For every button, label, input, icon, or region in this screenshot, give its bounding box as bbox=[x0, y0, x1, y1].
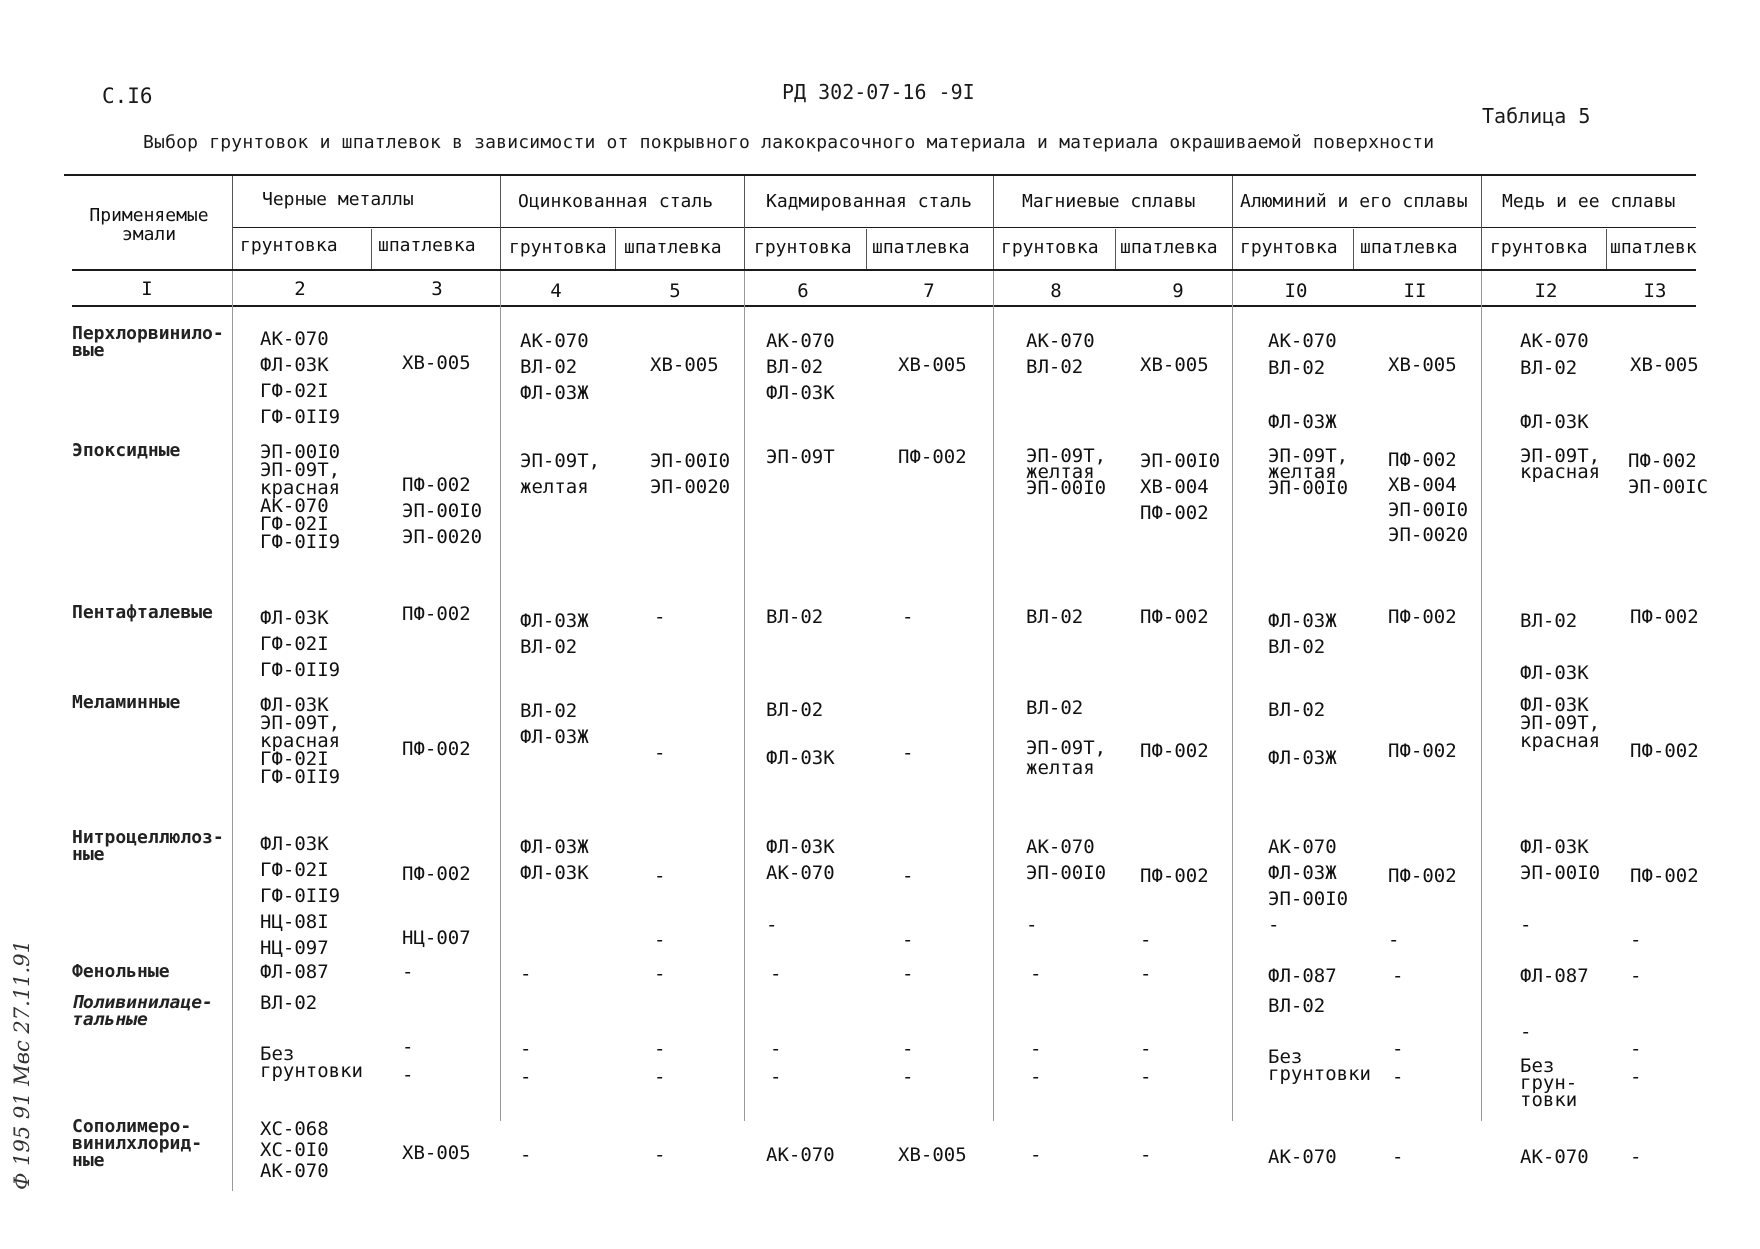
group-header-aluminium: Алюминий и его сплавы bbox=[1240, 191, 1468, 212]
row-label-polyvinyl-acetal: Поливинилаце- тальные bbox=[72, 992, 213, 1030]
table-cell: ХВ-005 bbox=[1140, 354, 1209, 376]
table-cell: ХВ-005 bbox=[1388, 354, 1457, 376]
enamels-header: Применяемые эмали bbox=[89, 205, 209, 245]
table-cell: ФЛ-03К ГФ-02І ГФ-0ІІ9 bbox=[260, 607, 341, 681]
body-column-separator bbox=[1481, 271, 1482, 1121]
table-top-rule bbox=[64, 174, 1696, 176]
table-cell: ФЛ-087 bbox=[1268, 965, 1337, 987]
table-cell: АК-070 ВЛ-02 ФЛ-03Ж bbox=[520, 330, 589, 404]
body-column-separator bbox=[744, 271, 745, 1121]
table-cell: ФЛ-03К ЭП-09Т, красная bbox=[1520, 694, 1601, 752]
column-number: 2 bbox=[294, 278, 306, 300]
table-cell: ХВ-005 bbox=[402, 352, 471, 374]
column-separator bbox=[744, 176, 745, 269]
group-header-cadmium-steel: Кадмированная сталь bbox=[766, 191, 972, 212]
group-header-rule bbox=[232, 227, 1696, 228]
subheader-primer: грунтовка bbox=[1001, 237, 1099, 258]
table-cell: ХВ-005 bbox=[1630, 354, 1699, 376]
table-cell: - bbox=[1630, 1146, 1642, 1168]
column-number: 8 bbox=[1050, 280, 1062, 302]
table-cell: ВЛ-02 ФЛ-03Ж bbox=[520, 700, 589, 748]
subheader-rule bbox=[72, 269, 1696, 271]
table-cell: ПФ-002 bbox=[1630, 740, 1699, 762]
column-separator bbox=[993, 176, 994, 269]
table-cell: АК-070 ВЛ-02 ФЛ-03Ж bbox=[1268, 330, 1337, 433]
column-separator bbox=[1606, 229, 1607, 269]
subheader-primer: грунтовка bbox=[509, 237, 607, 258]
column-separator bbox=[1232, 176, 1233, 269]
subheader-putty: шпатлевка bbox=[872, 237, 970, 258]
table-cell: - - bbox=[654, 865, 666, 951]
table-cell: - bbox=[402, 961, 414, 983]
column-number: II bbox=[1403, 280, 1427, 302]
table-cell: ФЛ-03Ж ВЛ-02 bbox=[520, 610, 589, 658]
table-cell: ФЛ-03К ЭП-00І0 - bbox=[1520, 836, 1601, 936]
column-number: 6 bbox=[797, 280, 809, 302]
table-cell: - bbox=[520, 1144, 532, 1166]
table-cell: ВЛ-02 ФЛ-03К bbox=[766, 699, 835, 769]
group-header-copper: Медь и ее сплавы bbox=[1502, 191, 1676, 212]
table-cell: - bbox=[654, 742, 666, 764]
table-cell: ЭП-09Т, желтая ЭП-00І0 bbox=[1026, 445, 1107, 499]
subheader-putty: шпатлевка bbox=[1360, 237, 1458, 258]
table-cell: ХВ-005 bbox=[898, 1144, 967, 1166]
table-cell: ПФ-002 НЦ-007 bbox=[402, 863, 471, 949]
table-cell: ХВ-005 bbox=[402, 1142, 471, 1164]
table-cell: ПФ-002 bbox=[1388, 740, 1457, 762]
table-cell: АК-070 ФЛ-03Ж ЭП-00І0 - bbox=[1268, 836, 1349, 936]
table-cell: ЭП-00І0 ЭП-0020 bbox=[650, 450, 731, 498]
table-cell: ЭП-09Т, красная bbox=[1520, 445, 1601, 483]
subheader-primer: грунтовка bbox=[754, 237, 852, 258]
table-cell: ФЛ-03Ж ВЛ-02 bbox=[1268, 610, 1337, 658]
column-number: I3 bbox=[1643, 280, 1667, 302]
subheader-putty: шпатлевка bbox=[1120, 237, 1218, 258]
number-row-rule bbox=[72, 305, 1696, 307]
column-separator bbox=[500, 176, 501, 269]
table-cell: АК-070 ВЛ-02 bbox=[1026, 330, 1095, 378]
table-cell: ЭП-00І0 ХВ-004 ПФ-002 bbox=[1140, 450, 1221, 524]
table-cell: ХС-068 ХС-0І0 АК-070 bbox=[260, 1118, 329, 1182]
table-cell: ЭП-09Т bbox=[766, 446, 835, 468]
handwritten-signature: Ф 195 91 Мвс 27.11.91 bbox=[10, 940, 34, 1190]
table-caption: Выбор грунтовок и шпатлевок в зависимости от покрывного лакокрасочного материала и материала окрашиваемой поверхности bbox=[143, 132, 1435, 153]
table-cell: - - bbox=[1392, 1038, 1404, 1088]
column-number: I0 bbox=[1284, 280, 1308, 302]
column-number: 5 bbox=[669, 280, 681, 302]
column-separator bbox=[1115, 229, 1116, 269]
table-cell: - bbox=[1392, 965, 1404, 987]
table-cell: - bbox=[654, 963, 666, 985]
table-cell: ПФ-002 - bbox=[1388, 865, 1457, 951]
row-label-nitrocellulose: Нитроцеллюлоз- ные bbox=[72, 827, 224, 865]
group-header-magnesium-alloys: Магниевые сплавы bbox=[1022, 191, 1196, 212]
table-cell: - bbox=[520, 963, 532, 985]
column-separator bbox=[232, 176, 233, 269]
page-number: С.І6 bbox=[102, 84, 153, 108]
table-cell: ВЛ-02 ЭП-09Т, желтая bbox=[1026, 697, 1107, 779]
table-cell: ПФ-002 bbox=[402, 603, 471, 625]
table-cell: ХВ-005 bbox=[650, 354, 719, 376]
body-column-separator bbox=[500, 271, 501, 1121]
table-cell: - bbox=[1140, 963, 1152, 985]
table-cell: - bbox=[1392, 1146, 1404, 1168]
row-label-epoxy: Эпоксидные bbox=[72, 440, 181, 461]
table-cell: - - bbox=[902, 865, 914, 951]
row-label-perchlorovinyl: Перхлорвинило- вые bbox=[72, 323, 224, 361]
table-cell: - - bbox=[654, 1038, 666, 1088]
table-cell: ПФ-002 - bbox=[1140, 865, 1209, 951]
table-cell: - bbox=[1030, 1144, 1042, 1166]
table-cell: - Без грун- товки bbox=[1520, 1021, 1578, 1111]
table-cell: - bbox=[1630, 965, 1642, 987]
table-cell: - - bbox=[902, 1038, 914, 1088]
row-label-copolymer-vinyl-chloride: Сополимеро- винилхлорид- ные bbox=[72, 1116, 203, 1171]
table-cell: АК-070 bbox=[1520, 1146, 1589, 1168]
table-cell: ПФ-002 - bbox=[1630, 865, 1699, 951]
table-cell: ПФ-002 bbox=[1140, 740, 1209, 762]
column-separator bbox=[1481, 176, 1482, 269]
table-cell: АК-070 ЭП-00І0 - bbox=[1026, 836, 1107, 936]
table-cell: ЭП-09Т, желтая ЭП-00І0 bbox=[1268, 445, 1349, 499]
column-number: I bbox=[141, 278, 153, 300]
table-cell: ЭП-09Т, желтая bbox=[520, 450, 601, 498]
subheader-putty: шпатлевк bbox=[1610, 237, 1697, 258]
table-cell: ВЛ-02 bbox=[766, 606, 824, 628]
table-number: Таблица 5 bbox=[1482, 104, 1591, 128]
table-cell: - bbox=[1140, 1144, 1152, 1166]
table-cell: ВЛ-02 Без грунтовки bbox=[260, 992, 363, 1082]
table-cell: ФЛ-087 bbox=[1520, 965, 1589, 987]
row-label-pentaphthalic: Пентафталевые bbox=[72, 602, 213, 623]
table-cell: - bbox=[902, 963, 914, 985]
table-cell: ЭП-00І0 ЭП-09Т, красная АК-070 ГФ-02І ГФ-0ІІ9 bbox=[260, 441, 341, 553]
table-cell: - bbox=[770, 963, 782, 985]
body-column-separator bbox=[232, 271, 233, 1191]
column-separator bbox=[1353, 229, 1354, 269]
table-cell: ФЛ-03К ГФ-02І ГФ-0ІІ9 НЦ-08І НЦ-097 bbox=[260, 833, 341, 959]
subheader-primer: грунтовка bbox=[240, 235, 338, 256]
table-cell: АК-070 ВЛ-02 ФЛ-03К bbox=[766, 330, 835, 404]
table-cell: - - bbox=[402, 1036, 414, 1086]
group-header-black-metals: Черные металлы bbox=[262, 189, 414, 210]
table-cell: - - bbox=[1630, 1038, 1642, 1088]
table-cell: - - bbox=[520, 1038, 532, 1088]
table-cell: ПФ-002 ЭП-00І0 ЭП-0020 bbox=[402, 474, 483, 548]
table-cell: ПФ-002 bbox=[1630, 606, 1699, 628]
table-cell: - - bbox=[770, 1038, 782, 1088]
table-cell: АК-070 ФЛ-03К ГФ-02І ГФ-0ІІ9 bbox=[260, 328, 341, 428]
body-column-separator bbox=[993, 271, 994, 1121]
subheader-putty: шпатлевка bbox=[378, 235, 476, 256]
table-cell: АК-070 bbox=[1268, 1146, 1337, 1168]
table-cell: - bbox=[654, 1144, 666, 1166]
body-column-separator bbox=[1232, 271, 1233, 1121]
table-cell: ФЛ-087 bbox=[260, 961, 329, 983]
table-cell: ВЛ-02 ФЛ-03К bbox=[1520, 610, 1589, 684]
table-cell: - bbox=[654, 606, 666, 628]
table-cell: - bbox=[902, 606, 914, 628]
table-cell: ВЛ-02 Без грунтовки bbox=[1268, 995, 1371, 1085]
table-cell: ПФ-002 bbox=[1140, 606, 1209, 628]
table-cell: ПФ-002 bbox=[402, 738, 471, 760]
column-number: 4 bbox=[550, 280, 562, 302]
column-number: I2 bbox=[1534, 280, 1558, 302]
table-cell: ВЛ-02 bbox=[1026, 606, 1084, 628]
row-label-phenolic: Фенольные bbox=[72, 961, 170, 982]
document-code: РД 302-07-16 -9І bbox=[782, 80, 975, 104]
table-cell: - - bbox=[1030, 1038, 1042, 1088]
table-cell: ПФ-002 bbox=[898, 446, 967, 468]
table-cell: ВЛ-02 ФЛ-03Ж bbox=[1268, 699, 1337, 769]
column-number: 9 bbox=[1172, 280, 1184, 302]
table-cell: ФЛ-03К ЭП-09Т, красная ГФ-02І ГФ-0ІІ9 bbox=[260, 694, 341, 788]
table-cell: ХВ-005 bbox=[898, 354, 967, 376]
subheader-primer: грунтовка bbox=[1240, 237, 1338, 258]
table-cell: - - bbox=[1140, 1038, 1152, 1088]
table-cell: - bbox=[902, 742, 914, 764]
table-cell: ПФ-002 ХВ-004 ЭП-00І0 ЭП-0020 bbox=[1388, 449, 1469, 546]
column-separator bbox=[371, 229, 372, 269]
table-cell: - bbox=[1030, 963, 1042, 985]
table-cell: ПФ-002 ЭП-00ІС bbox=[1628, 450, 1709, 498]
group-header-galvanized-steel: Оцинкованная сталь bbox=[518, 191, 714, 212]
column-number: 3 bbox=[431, 278, 443, 300]
table-cell: ФЛ-03К АК-070 - bbox=[766, 836, 835, 936]
row-label-melamine: Меламинные bbox=[72, 692, 181, 713]
subheader-primer: грунтовка bbox=[1490, 237, 1588, 258]
subheader-putty: шпатлевка bbox=[624, 237, 722, 258]
column-separator bbox=[615, 229, 616, 269]
table-cell: АК-070 bbox=[766, 1144, 835, 1166]
column-separator bbox=[866, 229, 867, 269]
table-cell: ПФ-002 bbox=[1388, 606, 1457, 628]
table-cell: ФЛ-03Ж ФЛ-03К bbox=[520, 836, 589, 884]
table-cell: АК-070 ВЛ-02 ФЛ-03К bbox=[1520, 330, 1589, 433]
column-number: 7 bbox=[923, 280, 935, 302]
